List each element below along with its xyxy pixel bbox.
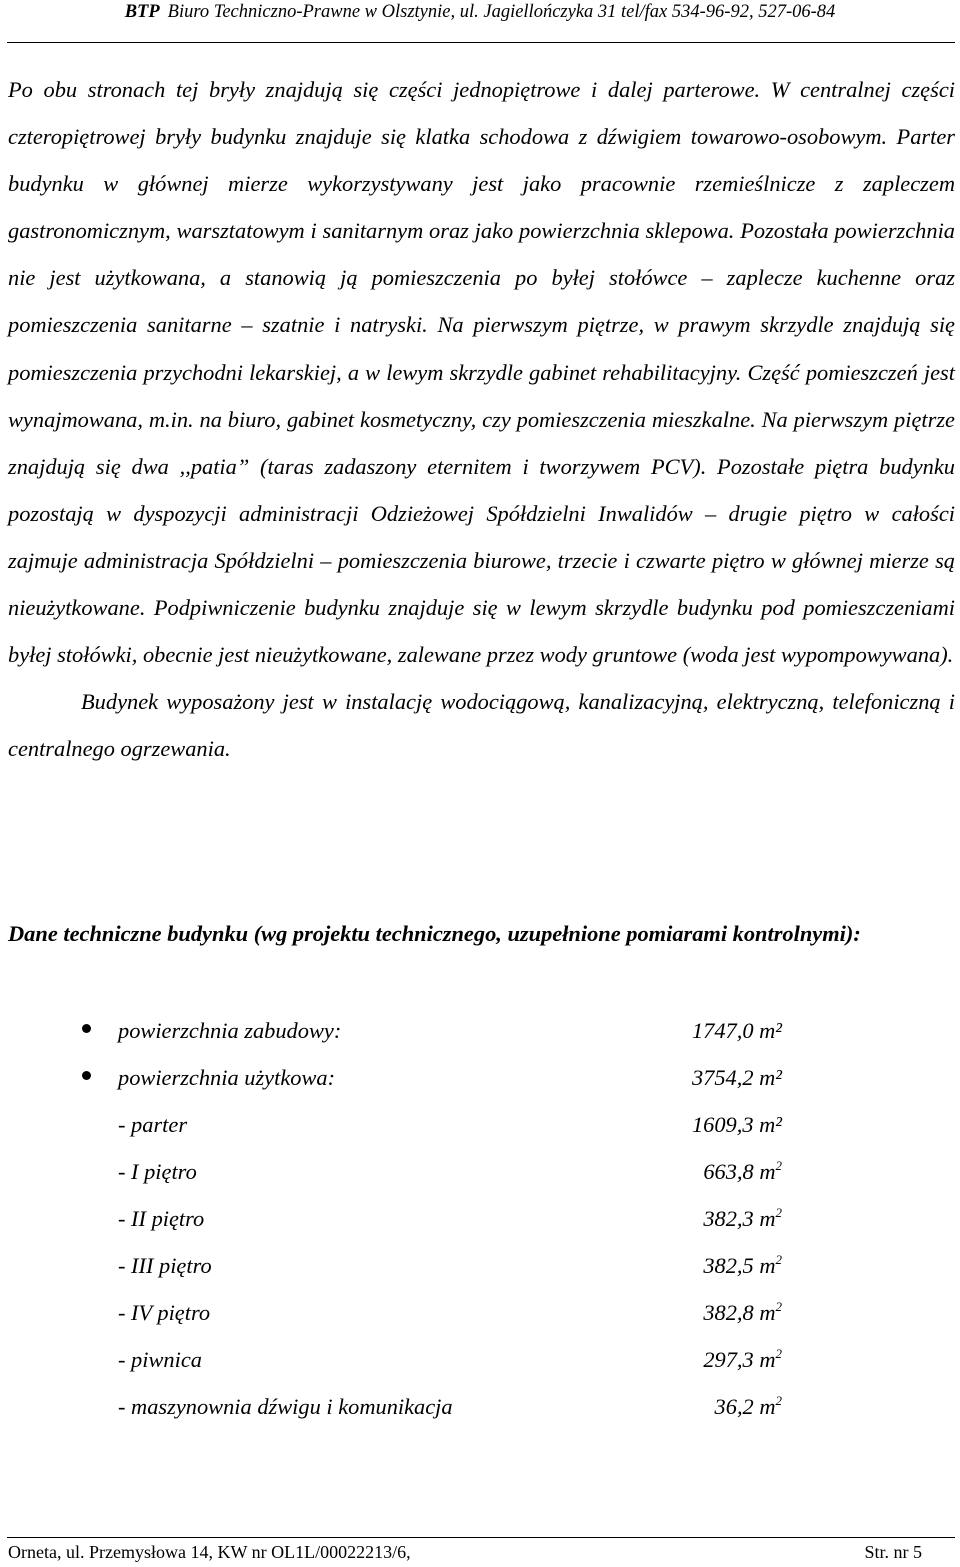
footer-address: Orneta, ul. Przemysłowa 14, KW nr OL1L/00022213/6, [8, 1542, 411, 1562]
bullet-icon [82, 1024, 91, 1033]
footer-divider [7, 1537, 955, 1538]
data-value: 1747,0 m² [691, 1018, 782, 1043]
page-number: Str. nr 5 [864, 1542, 922, 1562]
technical-data-heading: Dane techniczne budynku (wg projektu technicznego, uzupełnione pomiarami kontrolnymi): [8, 921, 861, 946]
data-row [0, 1007, 960, 1054]
data-row [0, 1101, 960, 1148]
data-value: 382,8 $m^2$ [703, 1299, 782, 1325]
header-brand: BTP [124, 2, 160, 22]
data-row [0, 1383, 960, 1430]
data-label: - IV piętro [118, 1300, 211, 1325]
header-text: Biuro Techniczno-Prawne w Olsztynie, ul. Jagiellończyka 31 tel/fax 534-96-92, 527-06-84 [167, 2, 836, 22]
bullet-icon [82, 1071, 91, 1080]
paragraph-building-description: Po obu stronach tej bryły znajdują się części jednopiętrowe i dalej parterowe. W centralnej części czteropiętrowej bryły budynku znajduje się klatka schodowa z dźwigiem towarowo-osobowym. Parter budynku w głównej mierze wykorzystywany jest jako pracownie rzemieślnicze z zapleczem gastronomicznym, warsztatowym i sanitarnym oraz jako powierzchnia sklepowa. Pozostała powierzchnia nie jest użytkowana, a stanowią ją pomieszczenia po byłej stołówce – zaplecze kuchenne oraz pomieszczenia sanitarne – szatnie i natryski. Na pierwszym piętrze, w prawym skrzydle znajdują się pomieszczenia przychodni lekarskiej, a w lewym skrzydle gabinet rehabilitacyjny. Część pomieszczeń jest wynajmowana, m.in. na biuro, gabinet kosmetyczny, czy pomieszczenia mieszkalne. Na pierwszym piętrze znajdują się dwa ,,patia” (taras zadaszony eternitem i tworzywem PCV). Pozostałe piętra budynku pozostają w dyspozycji administracji Odzieżowej Spółdzielni Inwalidów – drugie piętro w całości zajmuje administracja Spółdzielni – pomieszczenia biurowe, trzecie i czwarte piętro w głównej mierze są nieużytkowane. Podpiwniczenie budynku znajduje się w lewym skrzydle budynku pod pomieszczeniami byłej stołówki, obecnie jest nieużytkowane, zalewane przez wody gruntowe (woda jest wypompowywana). [8, 77, 955, 668]
data-label: - I piętro [118, 1159, 197, 1184]
data-row [0, 1148, 960, 1195]
data-label: - II piętro [118, 1206, 205, 1231]
data-value: 3754,2 m² [691, 1065, 782, 1090]
data-label: - III piętro [118, 1253, 212, 1278]
data-row [0, 1242, 960, 1289]
data-label: powierzchnia użytkowa: [118, 1065, 336, 1090]
data-row [0, 1336, 960, 1383]
body-text [8, 66, 955, 772]
data-row [0, 1054, 960, 1101]
data-value: 297,3 $m^2$ [703, 1346, 782, 1372]
data-row [0, 1195, 960, 1242]
data-label: - piwnica [118, 1347, 202, 1372]
data-label: - maszynownia dźwigu i komunikacja [118, 1394, 453, 1419]
data-label: powierzchnia zabudowy: [118, 1018, 342, 1043]
data-label: - parter [118, 1112, 188, 1137]
data-value: 382,3 $m^2$ [703, 1205, 782, 1231]
data-value: 36,2 $m^2$ [714, 1393, 782, 1419]
paragraph-installations: Budynek wyposażony jest w instalację wodociągową, kanalizacyjną, elektryczną, telefoniczną i centralnego ogrzewania. [8, 689, 955, 762]
data-row [0, 1289, 960, 1336]
data-value: 1609,3 m² [691, 1112, 782, 1137]
data-value: 663,8 $m^2$ [703, 1158, 782, 1184]
page-header [0, 0, 960, 34]
header-divider [7, 42, 955, 43]
data-value: 382,5 $m^2$ [703, 1252, 782, 1278]
